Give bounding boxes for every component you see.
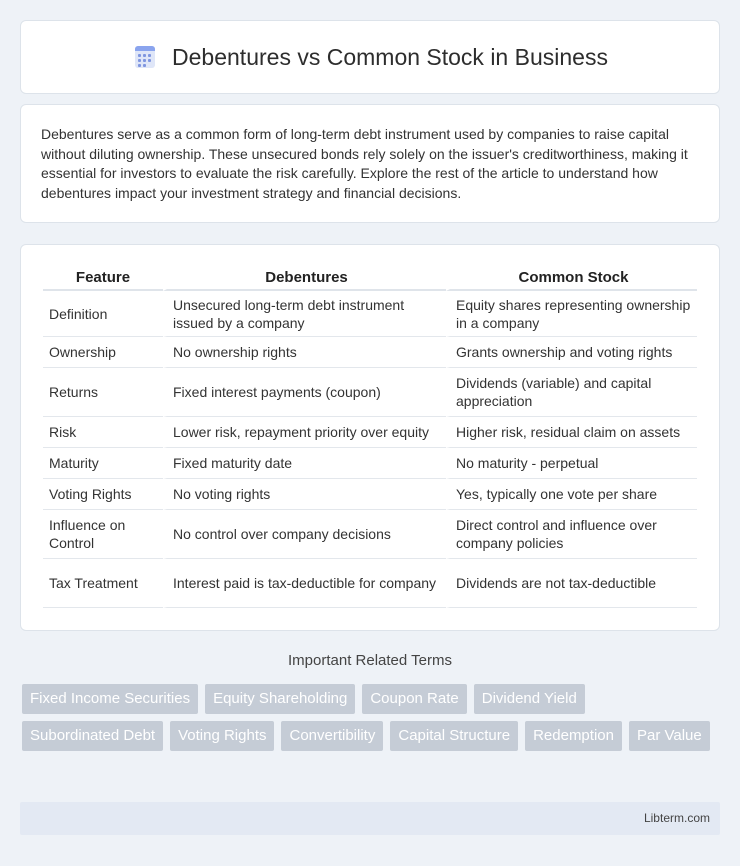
tag-redemption[interactable]: Redemption xyxy=(525,721,622,751)
header-feature: Feature xyxy=(43,265,163,291)
related-terms-list xyxy=(22,684,722,751)
cell-common-stock: Dividends are not tax-deductible xyxy=(446,559,697,608)
tag-convertibility[interactable]: Convertibility xyxy=(281,721,383,751)
cell-feature: Influence on Control xyxy=(43,510,163,559)
cell-common-stock: Direct control and influence over company policies xyxy=(446,510,697,559)
intro-card xyxy=(20,104,720,223)
table-row xyxy=(43,291,697,337)
cell-common-stock: Yes, typically one vote per share xyxy=(446,479,697,510)
tag-fixed-income-securities[interactable]: Fixed Income Securities xyxy=(22,684,198,714)
cell-debentures: Lower risk, repayment priority over equity xyxy=(163,417,446,448)
table-row xyxy=(43,559,697,608)
page-title: Debentures vs Common Stock in Business xyxy=(172,43,608,70)
cell-feature: Risk xyxy=(43,417,163,448)
intro-text: Debentures serve as a common form of long-term debt instrument used by companies to raise capital without diluting ownership. These unsecured bonds rely solely on the issuer's creditworthiness, making it essential for investors to evaluate the risk carefully. Explore the rest of the article to understand how debentures impact your investment strategy and financial decisions. xyxy=(41,126,688,201)
table-row xyxy=(43,510,697,559)
cell-feature: Returns xyxy=(43,368,163,417)
tag-subordinated-debt[interactable]: Subordinated Debt xyxy=(22,721,163,751)
cell-debentures: No voting rights xyxy=(163,479,446,510)
cell-common-stock: No maturity - perpetual xyxy=(446,448,697,479)
tag-capital-structure[interactable]: Capital Structure xyxy=(390,721,518,751)
header-common-stock: Common Stock xyxy=(446,265,697,291)
cell-common-stock: Equity shares representing ownership in a company xyxy=(446,291,697,337)
tag-coupon-rate[interactable]: Coupon Rate xyxy=(362,684,466,714)
title-card xyxy=(20,20,720,94)
cell-debentures: No control over company decisions xyxy=(163,510,446,559)
tag-voting-rights[interactable]: Voting Rights xyxy=(170,721,274,751)
cell-feature: Maturity xyxy=(43,448,163,479)
table-row xyxy=(43,368,697,417)
table-row xyxy=(43,337,697,368)
cell-feature: Ownership xyxy=(43,337,163,368)
cell-debentures: Unsecured long-term debt instrument issued by a company xyxy=(163,291,446,337)
cell-debentures: Fixed interest payments (coupon) xyxy=(163,368,446,417)
table-header-row xyxy=(43,265,697,291)
tag-dividend-yield[interactable]: Dividend Yield xyxy=(474,684,585,714)
cell-debentures: No ownership rights xyxy=(163,337,446,368)
cell-feature: Voting Rights xyxy=(43,479,163,510)
tag-par-value[interactable]: Par Value xyxy=(629,721,710,751)
tag-equity-shareholding[interactable]: Equity Shareholding xyxy=(205,684,355,714)
cell-debentures: Fixed maturity date xyxy=(163,448,446,479)
table-row xyxy=(43,448,697,479)
related-terms-title: Important Related Terms xyxy=(288,652,452,669)
cell-common-stock: Dividends (variable) and capital appreciation xyxy=(446,368,697,417)
footer xyxy=(20,802,720,835)
cell-feature: Tax Treatment xyxy=(43,559,163,608)
footer-site-link[interactable]: Libterm.com xyxy=(643,811,710,825)
cell-feature: Definition xyxy=(43,291,163,337)
table-row xyxy=(43,417,697,448)
comparison-table xyxy=(43,265,697,608)
cell-common-stock: Grants ownership and voting rights xyxy=(446,337,697,368)
table-row xyxy=(43,479,697,510)
cell-common-stock: Higher risk, residual claim on assets xyxy=(446,417,697,448)
cell-debentures: Interest paid is tax-deductible for company xyxy=(163,559,446,608)
comparison-card xyxy=(20,244,720,631)
header-debentures: Debentures xyxy=(163,265,446,291)
document-icon xyxy=(132,44,158,70)
